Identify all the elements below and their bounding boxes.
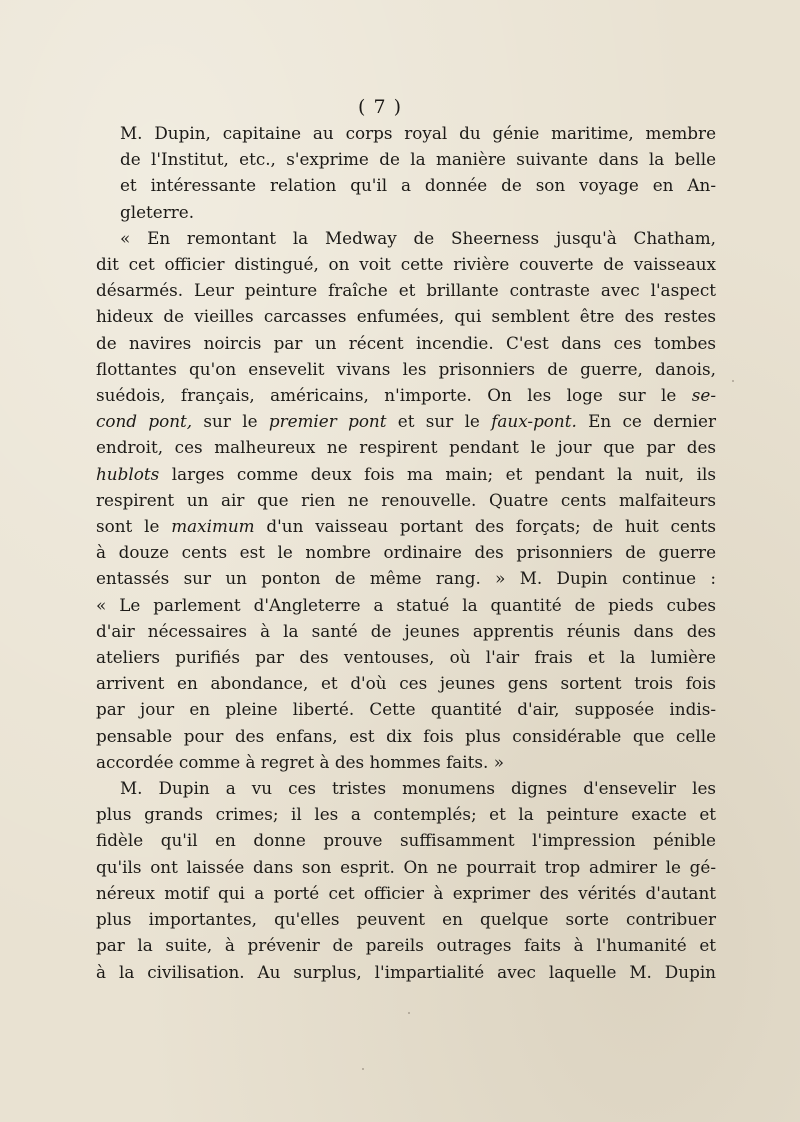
text-line: « Le parlement d'Angleterre a statué la quantité de pieds cubes [96,594,716,615]
text-line: dit cet officier distingué, on voit cette rivière couverte de vaisseaux [96,254,716,275]
text-line: à la civilisation. Au surplus, l'impartialité avec laquelle M. Dupin [96,961,716,982]
text-line: et intéressante relation qu'il a donnée de son voyage en An- [120,175,716,196]
text-line: plus importantes, qu'elles peuvent en quelque sorte contribuer [96,909,716,930]
body-text [96,120,716,985]
paragraph-intro [96,120,716,225]
text-line: de navires noircis par un récent incendie. C'est dans ces tombes [96,332,716,353]
paper-speck [362,1068,364,1070]
italic-term: hublots [96,463,160,484]
text-line: désarmés. Leur peinture fraîche et brillante contraste avec l'aspect [96,280,716,301]
italic-term: cond pont, [96,411,193,432]
text-line: M. Dupin a vu ces tristes monumens dignes d'ensevelir les [120,778,716,799]
text-line: entassés sur un ponton de même rang. » M. Dupin continue : [96,568,716,589]
text-line: pensable pour des enfans, est dix fois plus considérable que celle [96,725,716,746]
italic-term: premier pont [268,411,387,432]
italic-term: maximum [171,516,255,537]
text-line: respirent un air que rien ne renouvelle. Quatre cents malfaiteurs [96,489,716,510]
text-line: qu'ils ont laissée dans son esprit. On ne pourrait trop admirer le gé- [96,856,716,877]
text-line: de l'Institut, etc., s'exprime de la manière suivante dans la belle [120,149,716,170]
text-line: hideux de vieilles carcasses enfumées, qui semblent être des restes [96,306,716,327]
paragraph-quotation [96,225,716,775]
italic-term: se- [691,385,716,406]
text-line: ateliers purifiés par des ventouses, où l'air frais et la lumière [96,647,716,668]
text-line: par la suite, à prévenir de pareils outrages faits à l'humanité et [96,935,716,956]
text-line: cond pont, sur le premier pont et sur le faux-pont. En ce dernier [96,411,716,432]
text-line: par jour en pleine liberté. Cette quantité d'air, supposée indis- [96,699,716,720]
text-line: « En remontant la Medway de Sheerness jusqu'à Chatham, [120,227,716,248]
text-line: à douze cents est le nombre ordinaire des prisonniers de guerre [96,542,716,563]
text-line: fidèle qu'il en donne prouve suffisamment l'impression pénible [96,830,716,851]
text-line: sont le maximum d'un vaisseau portant des forçats; de huit cents [96,516,717,537]
text-line: M. Dupin, capitaine au corps royal du génie maritime, membre [120,123,716,143]
text-line: néreux motif qui a porté cet officier à exprimer des vérités d'autant [96,882,716,903]
text-line: endroit, ces malheureux ne respirent pendant le jour que par des [96,437,716,458]
paper-speck [732,380,734,382]
text-line: flottantes qu'on ensevelit vivans les prisonniers de guerre, danois, [96,358,716,379]
text-line: accordée comme à regret à des hommes faits. » [96,751,504,772]
text-line: gleterre. [120,201,195,222]
text-line: hublots larges comme deux fois ma main; et pendant la nuit, ils [96,463,716,484]
page-number: ( 7 ) [358,96,402,118]
paper-speck [408,1012,410,1014]
text-line: plus grands crimes; il les a contemplés; et la peinture exacte et [96,804,716,825]
text-line: d'air nécessaires à la santé de jeunes apprentis réunis dans des [96,620,716,641]
text-line: suédois, français, américains, n'importe. On les loge sur le se- [96,385,716,406]
text-line: arrivent en abondance, et d'où ces jeunes gens sortent trois fois [96,673,716,694]
italic-term: faux-pont. [491,411,577,432]
paragraph-commentary [96,775,716,985]
